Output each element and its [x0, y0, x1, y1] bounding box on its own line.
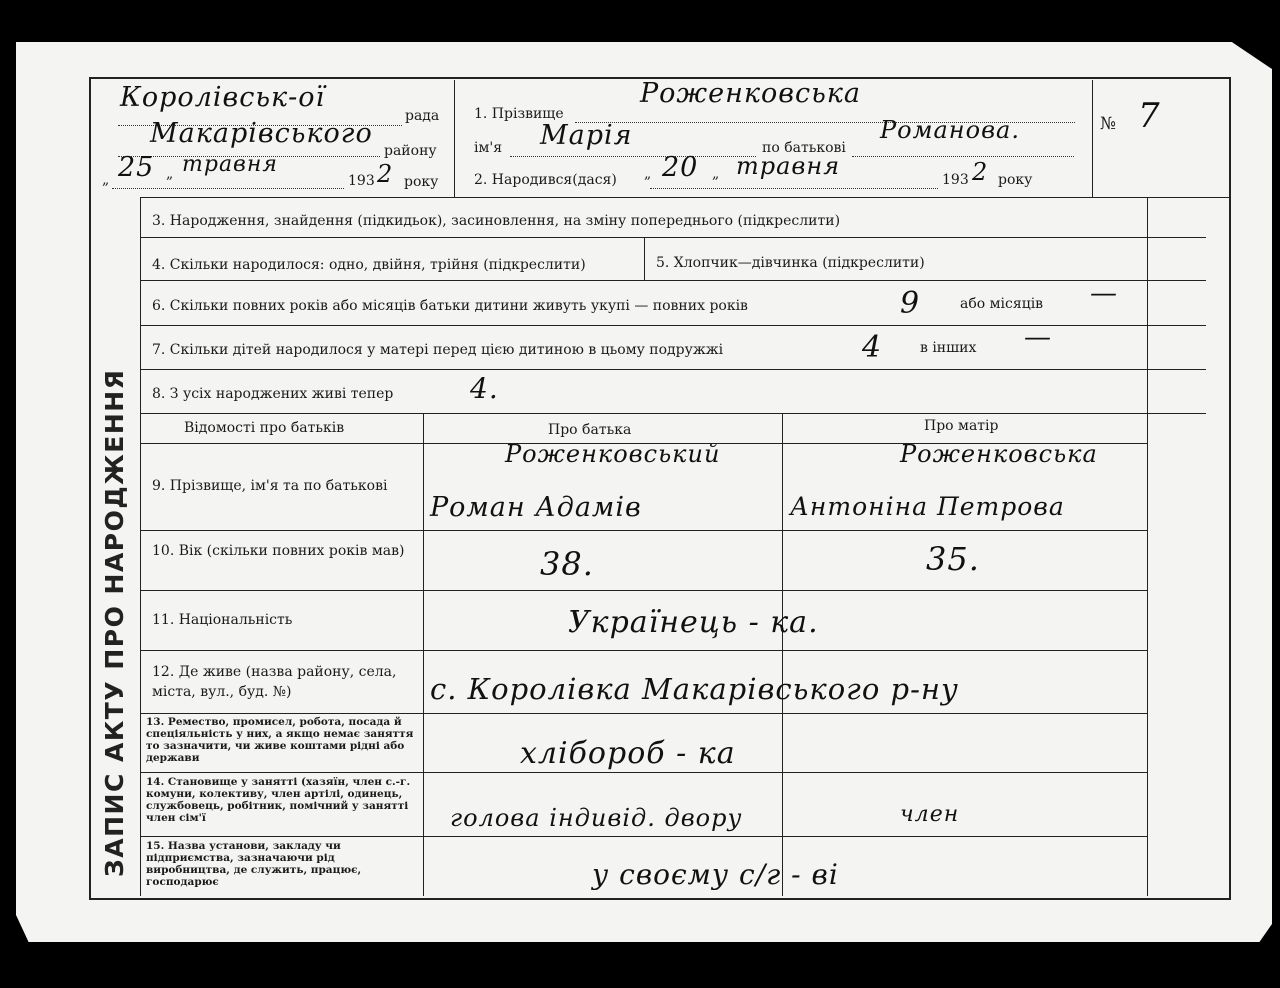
rayon-label: району [384, 143, 437, 159]
row-4: 4. Скільки народилося: одно, двійня, трійня (підкреслити) [152, 257, 586, 273]
col-header-mother: Про матір [924, 418, 999, 434]
date-day-handwritten: 25 [118, 152, 155, 183]
row-8-text: 8. З усіх народжених живі тепер [152, 386, 394, 402]
born-roku-label: року [998, 172, 1033, 188]
nationality-hw: Українець - ка. [568, 605, 819, 640]
year-prefix: 193 [348, 173, 375, 189]
row-9-label: 9. Прізвище, ім'я та по батькові [152, 478, 388, 494]
col-header-father: Про батька [548, 422, 632, 438]
born-month-handwritten: травня [736, 152, 841, 180]
row-15-label: 15. Назва установи, закладу чи підприємства, зазначаючи рід виробництва, де служить, працює, господарює [146, 840, 362, 888]
table-col-divider-1 [423, 413, 424, 896]
surname-handwritten: Роженковська [640, 78, 862, 109]
header-bottom-line [140, 197, 1229, 198]
workplace-hw: у своєму с/г - ві [592, 858, 839, 891]
row-8-hw: 4. [470, 372, 499, 405]
row-6-months-hw: — [1090, 278, 1118, 309]
side-title: ЗАПИС АКТУ ПРО НАРОДЖЕННЯ [100, 368, 129, 877]
row-14-label: 14. Становище у занятті (хазяїн, член с.-г. комуни, колективу, член артілі, одинець, службовець, робітник, помічний у занятті член сім'ї [146, 776, 411, 824]
year-handwritten: 2 [377, 160, 394, 188]
row-6-months-label: або місяців [960, 296, 1044, 312]
row-7-other-label: в інших [920, 340, 977, 356]
patronymic-label: по батькові [762, 140, 846, 156]
right-inner-border [1147, 197, 1148, 896]
born-label: 2. Народився(дася) [474, 172, 617, 188]
col-header-info: Відомості про батьків [184, 420, 345, 436]
row-5: 5. Хлопчик—дівчинка (підкреслити) [656, 255, 925, 271]
status-mother-hw: член [900, 802, 960, 827]
roku-label: року [404, 174, 439, 190]
row-6-text: 6. Скільки повних років або місяців батьки дитини живуть укупі — повних років [152, 298, 748, 314]
father-name-hw: Роман Адамів [430, 492, 642, 523]
row-10-label: 10. Вік (скільки повних років мав) [152, 543, 405, 559]
father-surname-hw: Роженковський [505, 440, 721, 468]
row-6-years-hw: 9 [900, 286, 921, 321]
mother-age-hw: 35. [926, 540, 980, 578]
patronymic-handwritten: Романова. [880, 116, 1020, 144]
row-7-other-hw: — [1024, 322, 1052, 353]
row-13-label: 13. Ремество, промисел, робота, посада й спеціяльність у них, а якщо немає заняття то зазначити, чи живе коштами рідні або держави [146, 716, 414, 764]
header-divider-2 [1092, 80, 1093, 197]
father-age-hw: 38. [540, 545, 594, 583]
row-11-label: 11. Національність [152, 612, 293, 628]
village-handwritten: Королівськ-ої [120, 82, 326, 113]
number-label: № [1100, 114, 1117, 134]
row-3: 3. Народження, знайдення (підкидьок), засиновлення, на зміну попереднього (підкреслити) [152, 213, 841, 229]
left-inner-border [140, 197, 141, 896]
status-father-hw: голова індивід. двору [450, 804, 743, 832]
mother-name-hw: Антоніна Петрова [790, 492, 1065, 521]
rada-label: рада [405, 108, 440, 124]
born-year-handwritten: 2 [972, 158, 989, 186]
district-handwritten: Макарівського [150, 118, 373, 149]
residence-hw: с. Королівка Макарівського р-ну [430, 672, 959, 706]
occupation-hw: хлібороб - ка [520, 736, 736, 771]
table-col-divider-2 [782, 413, 783, 896]
header-divider-1 [454, 80, 455, 197]
row-12-label: 12. Де живе (назва району, села, міста, вул., буд. №) [152, 664, 397, 700]
mother-surname-hw: Роженковська [900, 440, 1098, 468]
born-year-prefix: 193 [942, 172, 969, 188]
row-7-hw: 4 [862, 330, 883, 365]
surname-label: 1. Прізвище [474, 106, 564, 122]
number-handwritten: 7 [1138, 96, 1161, 136]
born-day-handwritten: 20 [662, 152, 699, 183]
name-label: ім'я [474, 140, 503, 156]
date-month-handwritten: травня [182, 152, 278, 177]
name-handwritten: Марія [540, 120, 633, 151]
row-7-text: 7. Скільки дітей народилося у матері перед цією дитиною в цьому подружжі [152, 342, 724, 358]
